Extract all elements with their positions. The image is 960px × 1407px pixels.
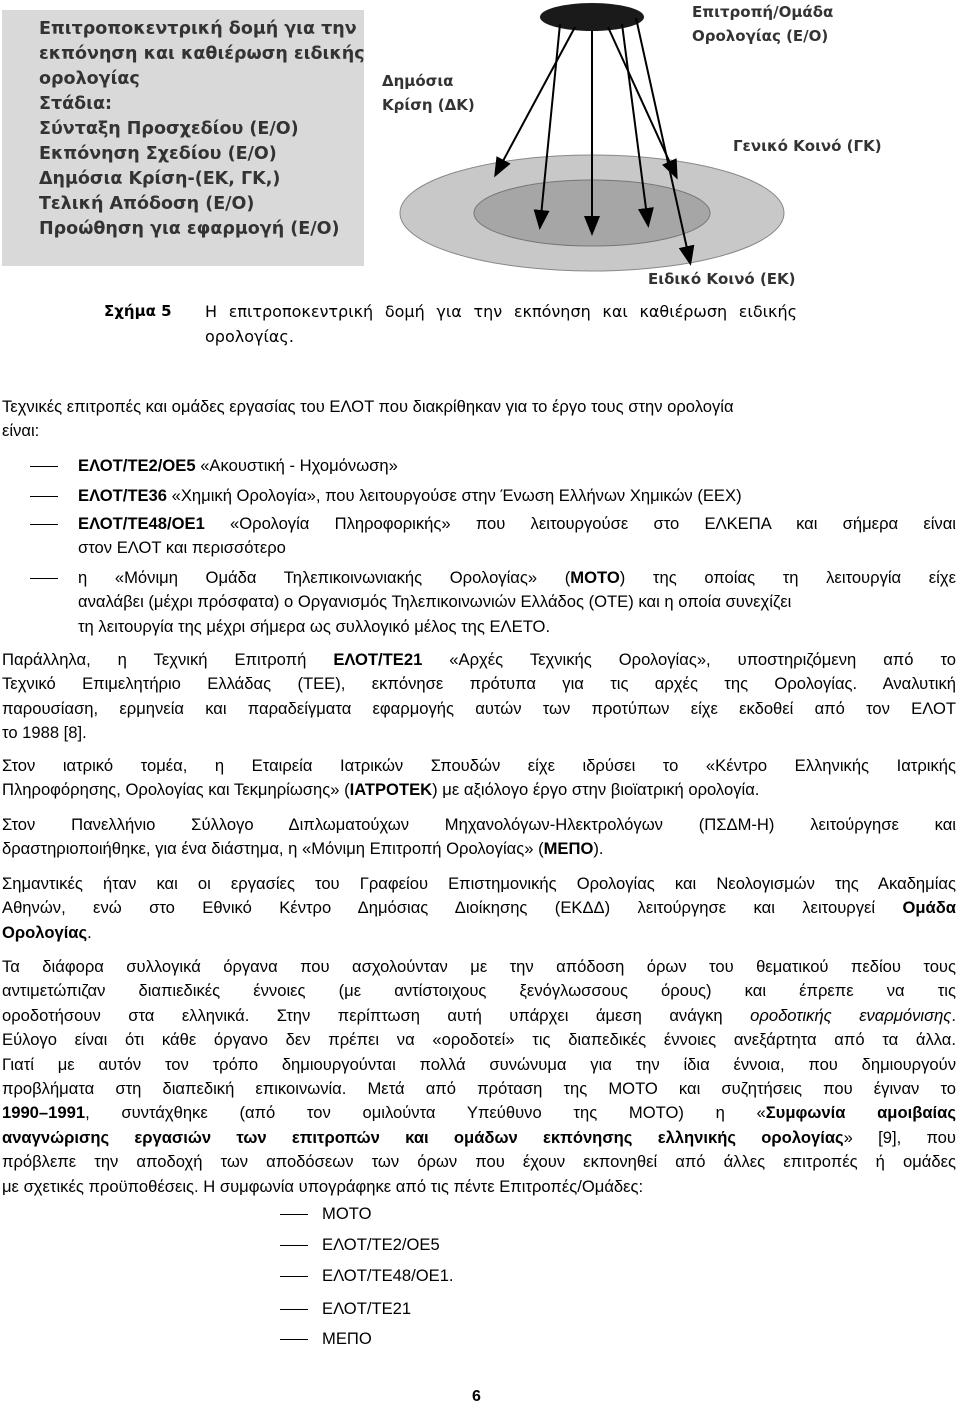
committee-code: ΕΛΟΤ/ΤΕ2/ΟΕ5 (78, 456, 196, 475)
committee-desc: «Ακουστική - Ηχομόνωση» (195, 456, 398, 475)
signatory-name: ΕΛΟΤ/ΤΕ2/ΟΕ5 (322, 1235, 440, 1254)
dash-bullet (280, 1245, 308, 1246)
dash-bullet (280, 1214, 308, 1215)
dash-bullet (280, 1309, 308, 1310)
signatory-name: ΕΛΟΤ/ΤΕ21 (322, 1299, 412, 1318)
stages-line: ορολογίας (39, 69, 140, 89)
label-special-public: Ειδικό Κοινό (ΕΚ) (648, 270, 796, 288)
dash-bullet (30, 466, 58, 467)
page-number: 6 (472, 1388, 481, 1405)
figure-caption: ορολογίας. (205, 327, 294, 346)
committee-apex (540, 3, 644, 31)
committee-desc: τη λειτουργία της μέχρι σήμερα ως συλλογικό μέλος της ΕΛΕΤΟ. (78, 616, 551, 636)
paragraph-line: ορoδοτήσουν στα ελληνικά. Στην περίπτωση αυτή υπάρχει άμεση ανάγκη οροδοτικής εναρμόνισης. (2, 1005, 956, 1025)
committee-code: ΕΛΟΤ/ΤΕ48/ΟΕ1 (78, 514, 205, 533)
stages-line: Επιτροποκεντρική δομή για την (39, 19, 357, 39)
paragraph-line: Τεχνικές επιτροπές και ομάδες εργασίας του ΕΛΟΤ που διακρίθηκαν για το έργο τους στην ορολογία (2, 397, 734, 416)
dash-bullet (280, 1276, 308, 1277)
paragraph-line: είναι: (2, 421, 40, 441)
dash-bullet (30, 578, 58, 579)
committee-desc: ) της οποίας τη λειτουργία είχε (619, 568, 956, 587)
paragraph-line: Παράλληλα, η Τεχνική Επιτροπή ΕΛΟΤ/ΤΕ21 «Αρχές Τεχνικής Ορολογίας», υποστηριζόμενη από το (2, 650, 956, 669)
label-committee: Επιτροπή/Ομάδα (692, 3, 834, 21)
stages-line: Δημόσια Κρίση-(ΕΚ, ΓΚ,) (39, 169, 281, 189)
figure-caption: Η επιτροποκεντρική δομή για την εκπόνηση και καθιέρωση ειδικής (205, 302, 797, 321)
dash-bullet (30, 496, 58, 497)
paragraph-line: Τα διάφορα συλλογικά όργανα που ασχολούνταν με την απόδοση όρων του θεματικού πεδίου τους (2, 957, 956, 976)
label-public-review: Κρίση (ΔΚ) (382, 96, 475, 114)
figure-number: Σχήμα 5 (104, 302, 172, 320)
label-general-public: Γενικό Κοινό (ΓΚ) (733, 137, 882, 155)
stages-line: Προώθηση για εφαρμογή (Ε/Ο) (39, 219, 340, 239)
paragraph-line: Αθηνών, ενώ στο Εθνικό Κέντρο Δημόσιας Διοίκησης (ΕΚΔΔ) λειτούργησε και λειτουργεί Ομάδα (2, 898, 956, 918)
paragraph-line: πρόβλεπε την αποδοχή των αποδόσεων των όρων που έχουν εκπονηθεί από άλλες επιτροπές ή ομάδες (2, 1152, 956, 1172)
label-public-review: Δημόσια (382, 72, 454, 90)
signatory-name: ΜΕΠΟ (322, 1329, 372, 1348)
paragraph-line: δραστηριοποιήθηκε, για ένα διάστημα, η «Μόνιμη Επιτροπή Ορολογίας» (ΜΕΠΟ). (2, 839, 604, 859)
stages-line: Σύνταξη Προσχεδίου (Ε/Ο) (39, 119, 299, 139)
signatory-name: ΜΟΤΟ (322, 1204, 372, 1223)
paragraph-psdmh (2, 813, 956, 862)
paragraph-line: προβλήματα στη διαπεδική επικοινωνία. Μετά από πρόταση της ΜΟΤΟ και συζητήσεις που έγιναν το (2, 1078, 956, 1098)
paragraph-line: Στον ιατρικό τομέα, η Εταιρεία Ιατρικών Σπουδών είχε ιδρύσει το «Κέντρο Ελληνικής Ιατρικής (2, 756, 956, 775)
committee-desc: η «Μόνιμη Ομάδα Τηλεπικοινωνιακής Ορολογίας» ( (78, 568, 571, 587)
arrow-line (496, 27, 575, 174)
paragraph-line: αντιμετώπιζαν διαπιεδικές έννοιες (με αντίστοιχους ξενόγλωσσους όρους) και έπρεπε να τις (2, 981, 956, 1001)
dash-bullet (280, 1339, 308, 1340)
paragraph-line: Στον Πανελλήνιο Σύλλογο Διπλωματούχων Μηχανολόγων-Ηλεκτρολόγων (ΠΣΔΜ-Η) λειτούργησε και (2, 815, 956, 834)
paragraph-line: Σημαντικές ήταν και οι εργασίες του Γραφείου Επιστημονικής Ορολογίας και Νεολογισμών της Ακαδημίας (2, 874, 956, 893)
paragraph-line: με σχετικές προϋποθέσεις. Η συμφωνία υπογράφηκε από τις πέντε Επιτροπές/Ομάδες: (2, 1176, 644, 1196)
committee-code: ΜΟΤΟ (570, 568, 620, 587)
label-committee: Ορολογίας (Ε/Ο) (692, 27, 829, 45)
paragraph-line: Γιατί με αυτόν τον τρόπο δημιουργούνται πολλά συνώνυμα για την ίδια έννοια, που δημιουργούν (2, 1054, 956, 1074)
paragraph-te21 (2, 648, 956, 746)
intro-paragraph (2, 395, 956, 444)
stages-line: Τελική Απόδοση (Ε/Ο) (39, 194, 255, 214)
signatory-name: ΕΛΟΤ/ΤΕ48/ΟΕ1. (322, 1266, 454, 1285)
committee-desc: στον ΕΛΟΤ και περισσότερο (78, 538, 286, 558)
paragraph-medical (2, 754, 956, 803)
stages-box (2, 10, 364, 266)
paragraph-line: το 1988 [8]. (2, 723, 87, 743)
paragraph-line: 1990–1991, συντάχθηκε (από τον ομιλούντα Υπεύθυνο της ΜΟΤΟ) η «Συμφωνία αμοιβαίας (2, 1103, 956, 1123)
stages-line: Στάδια: (39, 94, 113, 114)
paragraph-line: Ορολογίας. (2, 922, 92, 942)
committee-desc: αναλάβει (μέχρι πρόσφατα) ο Οργανισμός Τηλεπικοινωνιών Ελλάδος (ΟΤΕ) και η οποία συνεχίζει (78, 592, 792, 612)
paragraph-line: Εύλογο είναι ότι κάθε όργανο δεν πρέπει να «οροδοτεί» τις διαπεδικές έννοιες ανεξάρτητα από τα άλλα. (2, 1030, 956, 1050)
committee-code: ΕΛΟΤ/ΤΕ36 (78, 486, 168, 505)
paragraph-line: Τεχνικό Επιμελητήριο Ελλάδας (ΤΕΕ), εκπόνησε πρότυπα για τις αρχές της Ορολογίας. Αναλυτική (2, 674, 956, 694)
paragraph-line: Πληροφόρησης, Ορολογίας και Τεκμηρίωσης» (ΙΑΤΡΟΤΕΚ) με αξιόλογο έργο στην βιοϊατρική ορολογία. (2, 780, 760, 800)
paragraph-academy (2, 872, 956, 945)
paragraph-line: αναγνώρισης εργασιών των επιτροπών και ομάδων εκπόνησης ελληνικής ορολογίας» [9], που (2, 1127, 956, 1147)
paragraph-line: παρουσίαση, ερμηνεία και παραδείγματα εφαρμογής αυτών των προτύπων είχε εκδοθεί από τον ΕΛΟΤ (2, 698, 956, 718)
committee-desc: «Χημική Ορολογία», που λειτουργούσε στην Ένωση Ελλήνων Χημικών (ΕΕΧ) (167, 486, 742, 505)
committee-desc: «Ορολογία Πληροφορικής» που λειτουργούσε στο ΕΛΚΕΠΑ και σήμερα είναι (204, 514, 956, 533)
stages-line: εκπόνηση και καθιέρωση ειδικής (39, 44, 365, 64)
dash-bullet (30, 524, 58, 525)
paragraph-bodies (2, 955, 956, 1199)
stages-line: Εκπόνηση Σχεδίου (Ε/Ο) (39, 144, 277, 164)
